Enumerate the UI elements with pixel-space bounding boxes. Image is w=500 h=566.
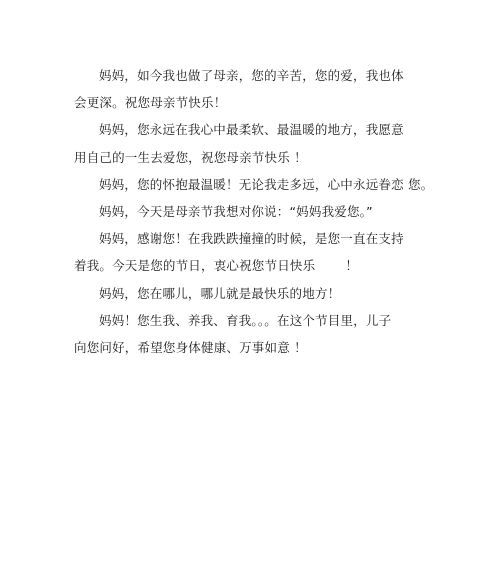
paragraph-1-line-2: 会更深。祝您母亲节快乐！ [74, 95, 227, 111]
paragraph-6-line-1: 妈妈，您在哪儿，哪儿就是最快乐的地方！ [99, 285, 341, 301]
paragraph-7-line-1: 妈妈！您生我、养我、育我。。。在这个节目里，儿子 [99, 312, 392, 328]
paragraph-7-line-2: 向您问好，希望您身体健康、万事如意 ！ [74, 339, 307, 355]
paragraph-4-line-1: 妈妈，今天是母亲节我想对你说：“妈妈我爱您。” [99, 203, 373, 219]
paragraph-5-line-2-text: 着我。今天是您的节日，衷心祝您节日快乐 [74, 258, 316, 274]
paragraph-2-line-2: 用自己的一生去爱您，祝您母亲节快乐 ！ [74, 149, 307, 165]
paragraph-5-line-1: 妈妈，感谢您！在我跌跌撞撞的时候，是您一直在支持 [99, 231, 404, 247]
paragraph-5-line-2 [74, 252, 414, 279]
greeting-text-block [74, 62, 434, 361]
paragraph-5-exclamation: ！ [345, 258, 359, 274]
paragraph-1-line-1: 妈妈，如今我也做了母亲，您的辛苦，您的爱，我也体 [99, 68, 404, 83]
paragraph-2-line-1: 妈妈，您永远在我心中最柔软、最温暖的地方，我愿意 [99, 122, 404, 138]
paragraph-3-line-1: 妈妈，您的怀抱最温暖！无论我走多远，心中永远眷恋 您。 [99, 176, 434, 192]
